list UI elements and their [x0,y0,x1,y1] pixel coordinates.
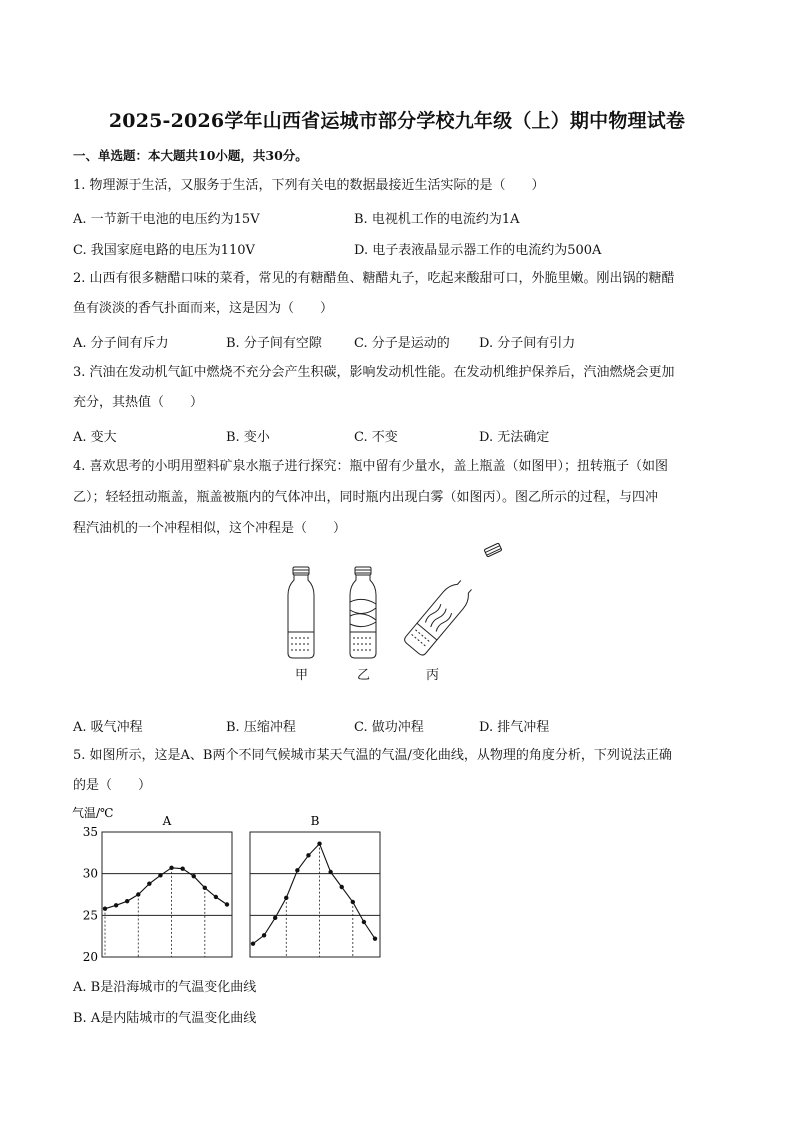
chart-point [362,920,366,924]
chart-point [203,886,207,890]
chart-point [273,916,277,920]
question-2-option-d: D. 分子间有引力 [479,336,576,351]
chart-point [328,870,332,874]
question-4-stem-line1: 4. 喜欢思考的小明用塑料矿泉水瓶子进行探究：瓶中留有少量水，盖上瓶盖（如图甲）；扭转瓶子（如图 [73,459,669,474]
chart-y-tick-label: 25 [82,908,98,923]
question-5-option-a: A. B是沿海城市的气温变化曲线 [73,980,257,995]
chart-point [351,900,355,904]
chart-point [136,892,140,896]
question-4-stem-line2: 乙）；轻轻扭动瓶盖，瓶盖被瓶内的气体冲出，同时瓶内出现白雾（如图丙）。图乙所示的过程，与四冲 [73,490,659,505]
question-2-stem-line2: 鱼有淡淡的香气扑面而来，这是因为（ ） [73,301,334,316]
chart-point [317,841,321,845]
chart-point [114,903,118,907]
bottle-label-jia: 甲 [295,668,309,683]
bottles-figure [278,540,508,690]
chart-point [251,941,255,945]
chart-point [373,936,377,940]
chart-point [169,866,173,870]
question-2-option-b: B. 分子间有空隙 [226,336,322,351]
temperature-chart [70,805,390,965]
chart-y-tick-label: 35 [82,825,98,839]
chart-point [225,902,229,906]
bottle-label-yi: 乙 [357,668,371,683]
question-3-stem-line2: 充分，其热值（ ） [73,395,204,410]
question-1-option-c: C. 我国家庭电路的电压为110V [73,243,255,258]
chart-y-axis-label: 气温/℃ [72,806,114,820]
bottle-label-bing: 丙 [426,668,440,683]
bottle-bing [403,543,502,657]
question-4-option-b: B. 压缩冲程 [226,720,296,735]
chart-point [284,896,288,900]
question-1-option-b: B. 电视机工作的电流约为1A [354,212,520,227]
chart-panel-title: B [310,814,320,828]
chart-panel-title: A [162,814,172,828]
question-1-option-d: D. 电子表液晶显示器工作的电流约为500A [354,243,602,258]
question-4-option-c: C. 做功冲程 [354,720,424,735]
chart-panel-frame [250,832,380,957]
question-3-option-a: A. 变大 [73,430,117,445]
chart-point [158,873,162,877]
question-5-stem-line1: 5. 如图所示，这是A、B两个不同气候城市某天气温的气温/变化曲线，从物理的角度分析，下列说法正确 [73,748,672,763]
question-1-stem: 1. 物理源于生活，又服务于生活，下列有关电的数据最接近生活实际的是（ ） [73,178,545,193]
question-5-stem-line2: 的是（ ） [73,778,152,793]
question-3-stem-line1: 3. 汽油在发动机气缸中燃烧不充分会产生积碳，影响发动机性能。在发动机维护保养后，汽油燃烧会更加 [73,365,675,380]
chart-point [192,874,196,878]
question-2-option-c: C. 分子是运动的 [354,336,450,351]
question-2-stem-line1: 2. 山西有很多糖醋口味的菜肴，常见的有糖醋鱼、糖醋丸子，吃起来酸甜可口，外脆里嫩。刚出锅的糖醋 [73,271,675,286]
question-2-option-a: A. 分子间有斥力 [73,336,169,351]
chart-y-tick-label: 20 [82,950,98,964]
chart-y-tick-label: 30 [82,866,98,881]
bottle-jia [288,567,314,658]
question-3-option-d: D. 无法确定 [479,430,550,445]
question-3-option-b: B. 变小 [226,430,270,445]
chart-point [262,933,266,937]
chart-point [180,866,184,870]
question-1-option-a: A. 一节新干电池的电压约为15V [73,212,260,227]
chart-point [340,885,344,889]
chart-point [125,899,129,903]
question-5-option-b: B. A是内陆城市的气温变化曲线 [73,1011,257,1026]
question-4-stem-line3: 程汽油机的一个冲程相似，这个冲程是（ ） [73,521,347,536]
section-header: 一、单选题：本大题共10小题，共30分。 [73,148,308,163]
chart-point [295,868,299,872]
question-4-option-d: D. 排气冲程 [479,720,550,735]
bottle-yi [350,567,376,658]
chart-series-line-B [253,844,375,944]
chart-point [306,853,310,857]
question-4-option-a: A. 吸气冲程 [73,720,143,735]
question-3-option-c: C. 不变 [354,430,398,445]
chart-point [147,881,151,885]
page-title: 2025-2026学年山西省运城市部分学校九年级（上）期中物理试卷 [108,110,686,132]
chart-point [103,906,107,910]
chart-point [214,895,218,899]
